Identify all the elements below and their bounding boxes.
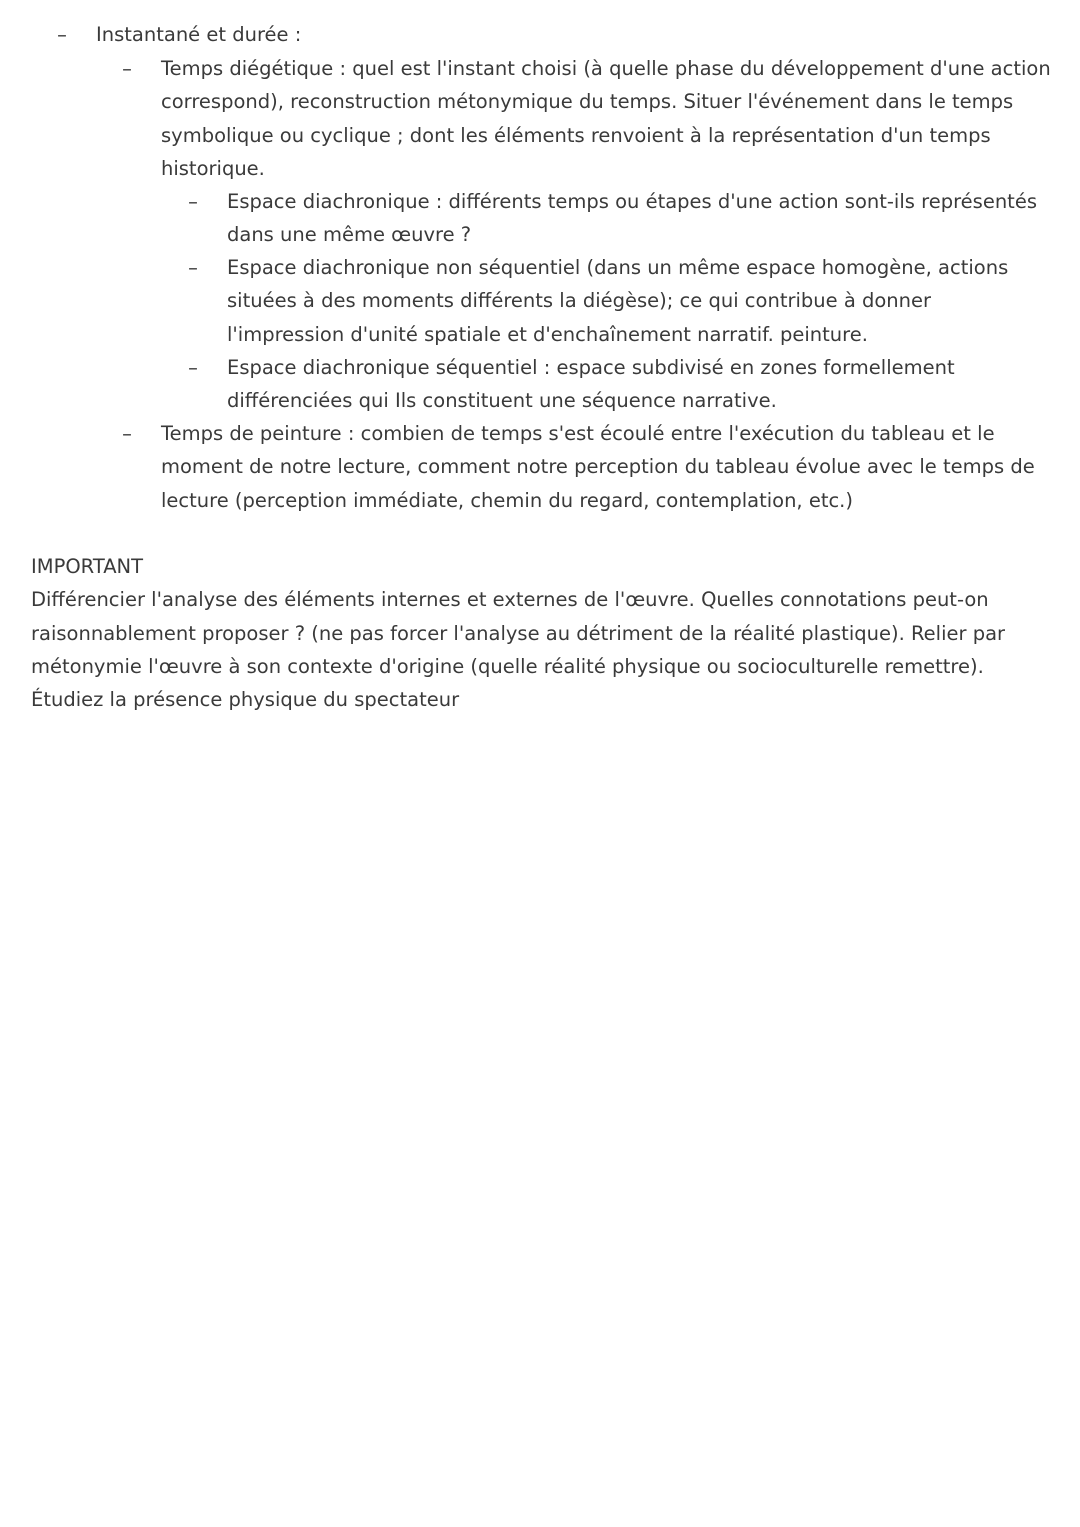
list-item-text: Temps diégétique : quel est l'instant choisi (à quelle phase du développement d'une action correspond), reconstruction métonymique du temps. Situer l'événement dans le temps symbolique ou cyclique ; dont les éléments renvoient à la représentation d'un temps historique. (161, 57, 1051, 180)
bullet-dash: – (122, 422, 132, 445)
list-item-instantane-duree (57, 18, 1052, 51)
important-body: Différencier l'analyse des éléments internes et externes de l'œuvre. Quelles connotations peut-on raisonnablement proposer ? (ne pas forcer l'analyse au détriment de la réalité plastique). Relier par métonymie l'œuvre à son contexte d'origine (quelle réalité physique ou socioculturelle remettre). Étudiez la présence physique du spectateur (31, 588, 1006, 712)
important-section (31, 550, 1050, 716)
list-item-text: Temps de peinture : combien de temps s'est écoulé entre l'exécution du tableau et le moment de notre lecture, comment notre perception du tableau évolue avec le temps de lecture (perception immédiate, chemin du regard, contemplation, etc.) (161, 422, 1035, 512)
list-item-text: Espace diachronique non séquentiel (dans un même espace homogène, actions situées à des moments différents la diégèse); ce qui contribue à donner l'impression d'unité spatiale et d'enchaînement narratif. peinture. (227, 256, 1009, 346)
important-heading: IMPORTANT (31, 555, 144, 578)
bullet-dash: – (188, 256, 198, 279)
list-item-espace-non-sequentiel (188, 251, 1052, 351)
bullet-dash: – (57, 23, 67, 46)
bullet-dash: – (122, 57, 132, 80)
list-item-espace-sequentiel (188, 351, 1052, 418)
list-item-temps-peinture (122, 417, 1052, 517)
bullet-dash: – (188, 190, 198, 213)
list-item-text: Espace diachronique : différents temps ou étapes d'une action sont-ils représentés dans une même œuvre ? (227, 190, 1037, 247)
list-item-text: Espace diachronique séquentiel : espace subdivisé en zones formellement différenciées qui Ils constituent une séquence narrative. (227, 356, 955, 413)
list-item-text: Instantané et durée : (96, 23, 302, 46)
list-item-temps-diegetique (122, 52, 1052, 185)
bullet-dash: – (188, 356, 198, 379)
list-item-espace-diachronique (188, 185, 1052, 252)
